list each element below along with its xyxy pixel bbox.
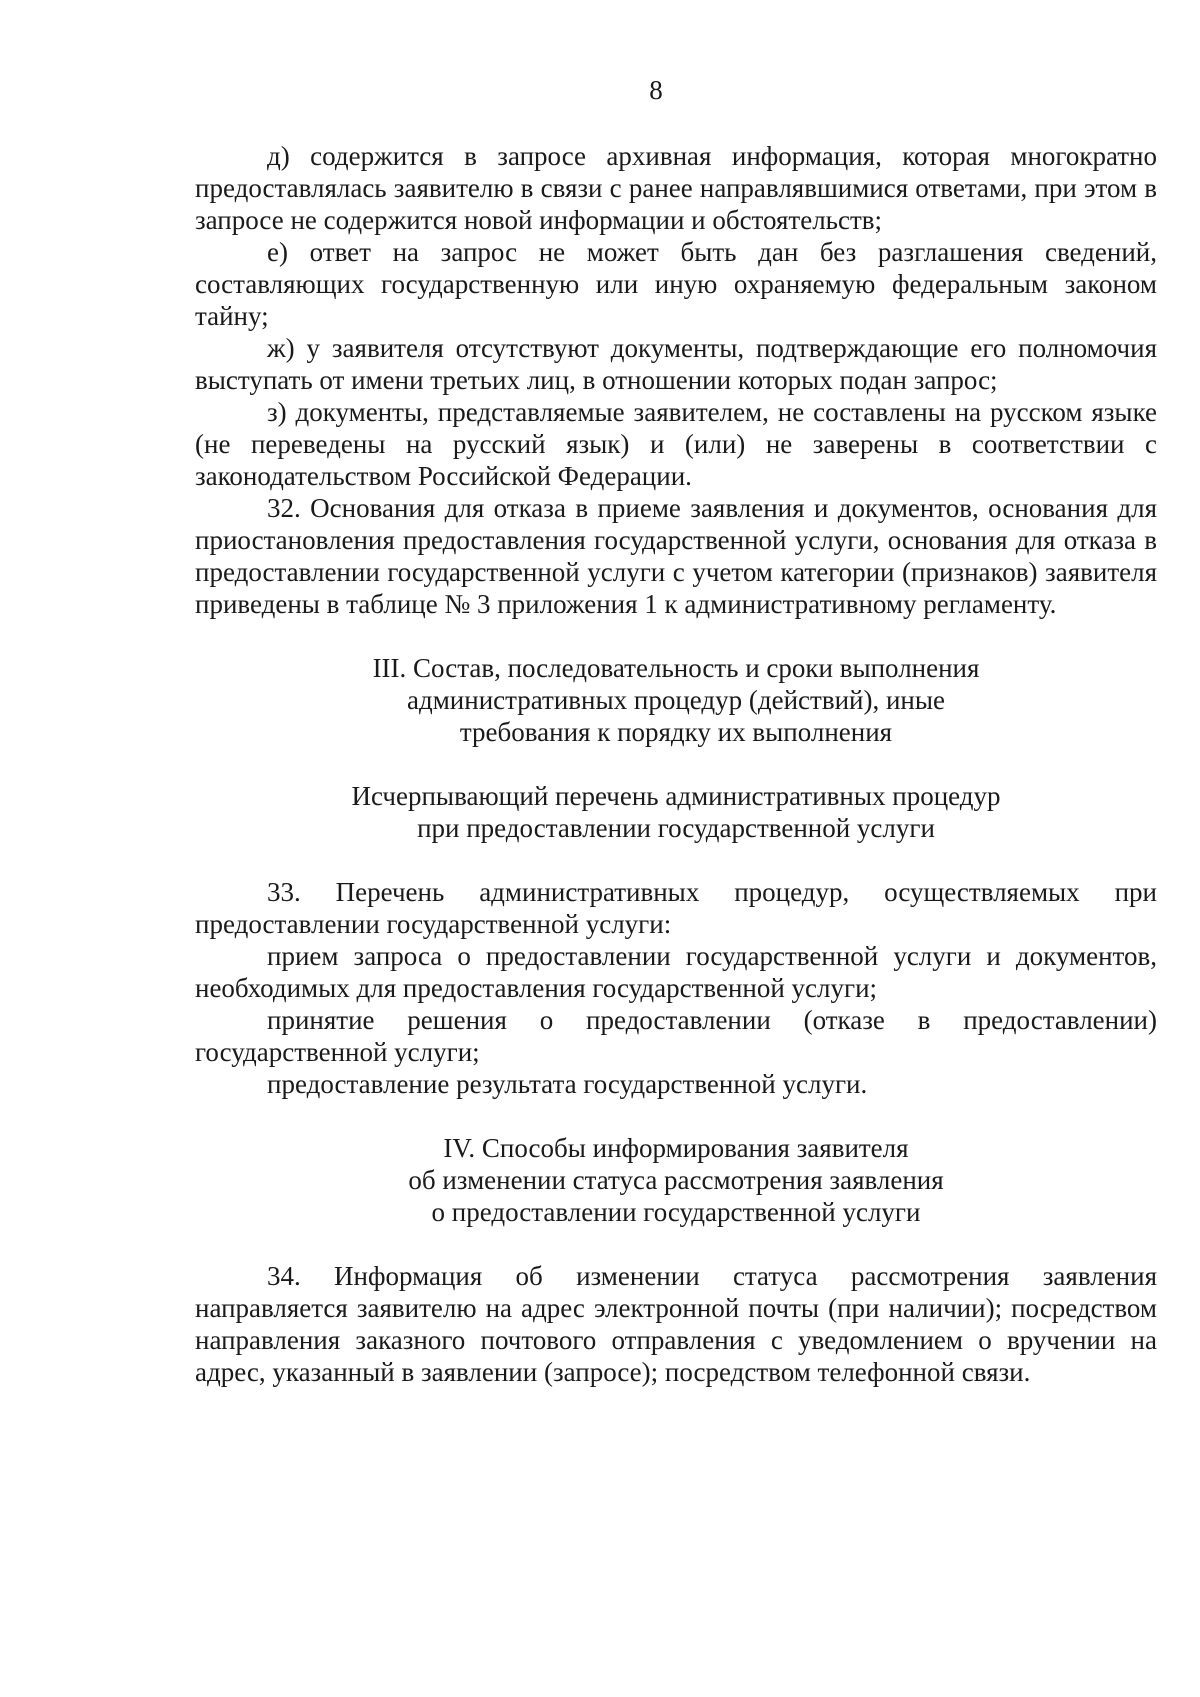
list-item-procedure: прием запроса о предоставлении государственной услуги и документов, необходимых для предоставления государственной услуги; [195, 941, 1157, 1003]
subsection-heading-line: Исчерпывающий перечень административных процедур [351, 781, 1001, 811]
paragraph-e: е) ответ на запрос не может быть дан без разглашения сведений, составляющих государственную или иную охраняемую федеральным законом тайну; [195, 237, 1157, 331]
paragraph-zh: ж) у заявителя отсутствуют документы, подтверждающие его полномочия выступать от имени третьих лиц, в отношении которых подан запрос; [195, 333, 1157, 395]
list-item-procedure: принятие решения о предоставлении (отказе в предоставлении) государственной услуги; [195, 1005, 1157, 1067]
paragraph-z: з) документы, представляемые заявителем, не составлены на русском языке (не переведены на русский язык) и (или) не заверены в соответствии с законодательством Российской Федерации. [195, 397, 1157, 491]
subsection-heading-line: при предоставлении государственной услуги [417, 813, 935, 843]
section-3-heading [195, 652, 1157, 748]
subsection-heading [195, 780, 1157, 844]
paragraph-d: д) содержится в запросе архивная информация, которая многократно предоставлялась заявителю в связи с ранее направлявшимися ответами, при этом в запросе не содержится новой информации и обстоятельств; [195, 141, 1157, 235]
section-4-heading [195, 1132, 1157, 1228]
paragraph-34: 34. Информация об изменении статуса рассмотрения заявления направляется заявителю на адрес электронной почты (при наличии); посредством направления заказного почтового отправления с уведомлением о вручении на адрес, указанный в заявлении (запросе); посредством телефонной связи. [195, 1261, 1157, 1387]
section-4-heading-line: о предоставлении государственной услуги [431, 1197, 921, 1227]
section-3-heading-line: административных процедур (действий), иные [406, 685, 945, 715]
page-number: 8 [649, 75, 663, 105]
section-3-heading-line: III. Состав, последовательность и сроки выполнения [372, 653, 980, 683]
paragraph-33: 33. Перечень административных процедур, осуществляемых при предоставлении государственной услуги: [195, 877, 1157, 939]
section-3-heading-line: требования к порядку их выполнения [459, 717, 893, 747]
section-4-heading-line: IV. Способы информирования заявителя [443, 1133, 909, 1163]
list-item-procedure: предоставление результата государственной услуги. [267, 1069, 868, 1099]
section-4-heading-line: об изменении статуса рассмотрения заявления [408, 1165, 944, 1195]
paragraph-32: 32. Основания для отказа в приеме заявления и документов, основания для приостановления предоставления государственной услуги, основания для отказа в предоставлении государственной услуги с учетом категории (признаков) заявителя приведены в таблице № 3 приложения 1 к административному регламенту. [195, 493, 1157, 619]
document-body [195, 140, 1157, 1388]
